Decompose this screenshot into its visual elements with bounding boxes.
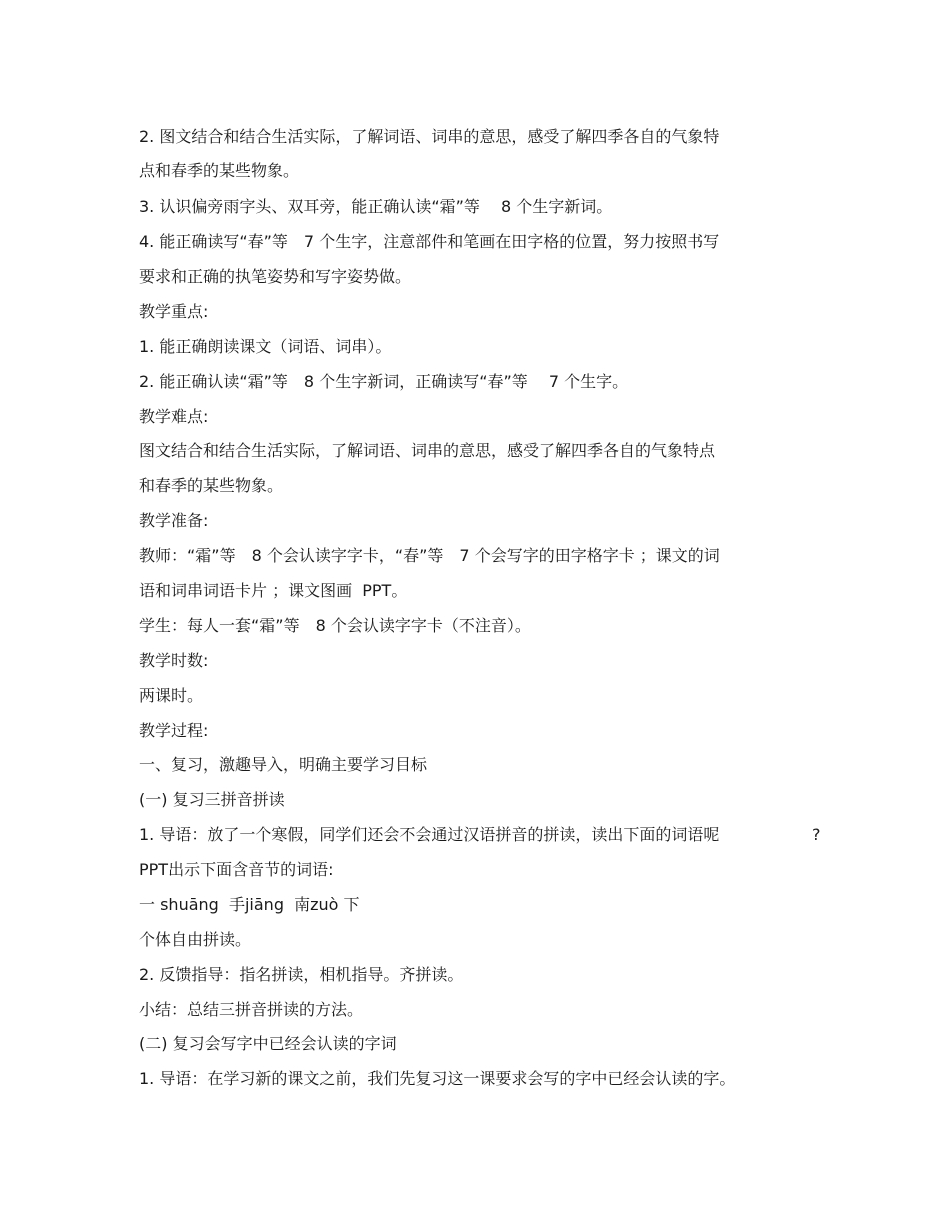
text-line: 1. 能正确朗读课文（词语、词串）。 [139,337,392,356]
text-line: 点和春季的某些物象。 [139,161,300,180]
text-line: 个体自由拼读。 [139,930,252,949]
text-line: 3. 认识偏旁雨字头、双耳旁，能正确认读“霜”等 8 个生字新词。 [139,197,613,216]
text-line: 2. 反馈指导：指名拼读，相机指导。齐拼读。 [139,965,464,984]
text-line: 教师：“霜”等 8 个会认读字字卡，“春”等 7 个会写字的田字格字卡 ；课文的词 [139,546,720,565]
text-line: PPT出示下面含音节的词语: [139,860,334,879]
text-line: 要求和正确的执笔姿势和写字姿势做。 [139,267,412,286]
text-line: 2. 能正确认读“霜”等 8 个生字新词，正确读写“春”等 7 个生字。 [139,372,629,391]
question-mark: ? [812,825,821,844]
text-line: (二) 复习会写字中已经会认读的字词 [139,1034,397,1053]
text-line: 语和词串词语卡片 ；课文图画 PPT。 [139,581,408,600]
text-line: 图文结合和结合生活实际，了解词语、词串的意思，感受了解四季各自的气象特点 [139,441,716,460]
section-heading: 教学难点: [139,407,209,426]
section-heading: 教学重点: [139,302,209,321]
text-line: 1. 导语：在学习新的课文之前，我们先复习这一课要求会写的字中已经会认读的字。 [139,1069,736,1088]
text-line: (一) 复习三拼音拼读 [139,790,285,809]
section-heading: 教学过程: [139,721,209,740]
text-line: 一、复习，激趣导入，明确主要学习目标 [139,755,428,774]
section-heading: 教学准备: [139,511,209,530]
text-line: 1. 导语：放了一个寒假，同学们还会不会通过汉语拼音的拼读，读出下面的词语呢 [139,825,720,844]
pinyin-line: 一 shuāng 手jiāng 南zuò 下 [139,895,360,914]
text-line: 学生：每人一套“霜”等 8 个会认读字字卡（不注音）。 [139,616,531,635]
text-line: 2. 图文结合和结合生活实际，了解词语、词串的意思，感受了解四季各自的气象特 [139,127,720,146]
section-heading: 教学时数: [139,651,209,670]
text-line: 4. 能正确读写“春”等 7 个生字，注意部件和笔画在田字格的位置，努力按照书写 [139,232,720,251]
text-line: 小结：总结三拼音拼读的方法。 [139,1000,364,1019]
text-line: 和春季的某些物象。 [139,476,284,495]
text-line: 两课时。 [139,686,204,705]
